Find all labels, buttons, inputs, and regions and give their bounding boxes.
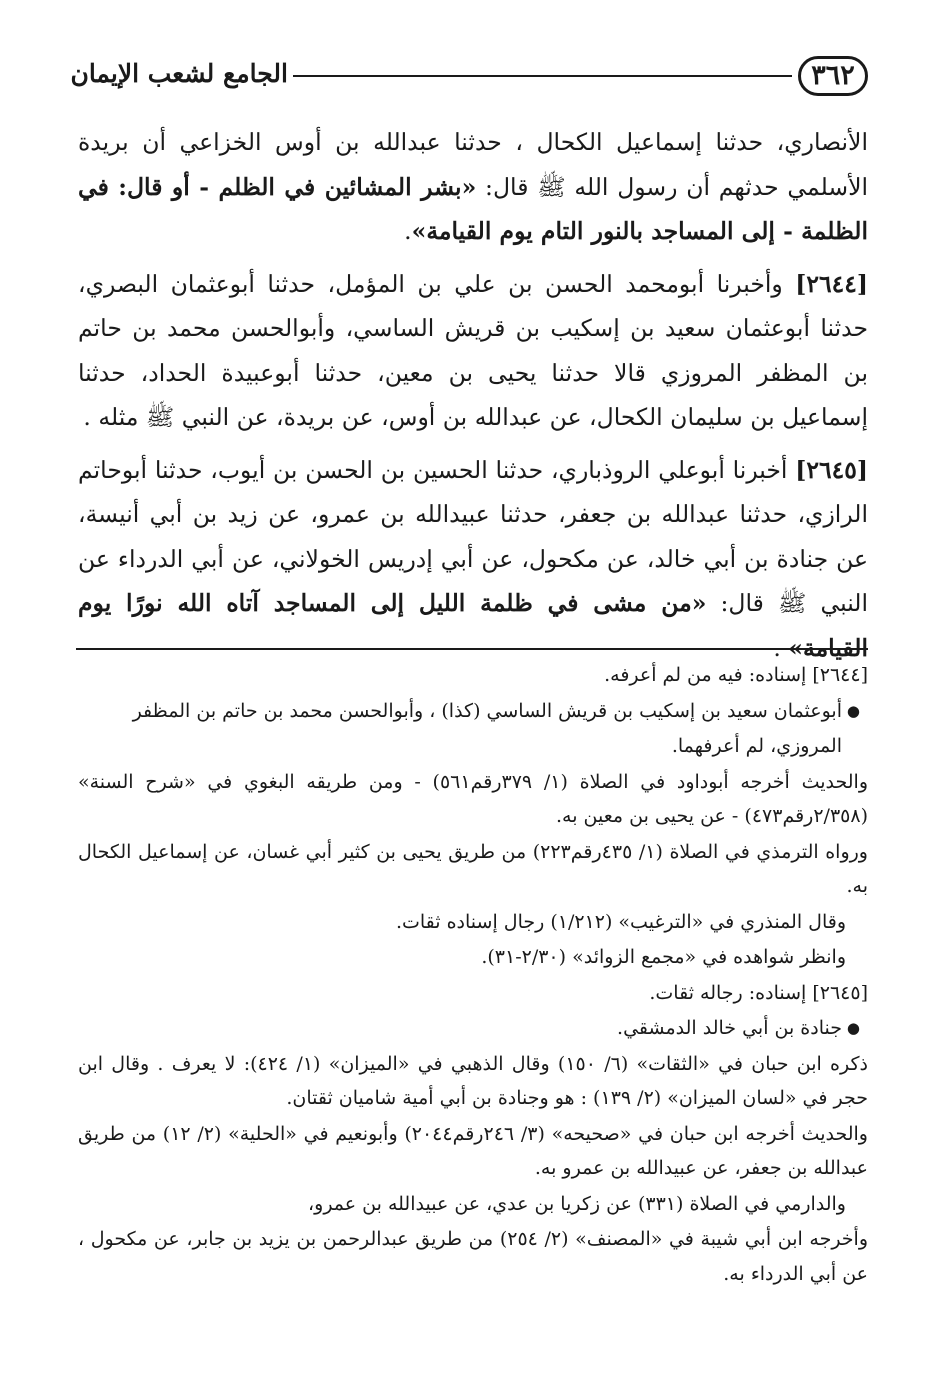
page-number: ٣٦٢ xyxy=(798,56,868,96)
footnote-line: والحديث أخرجه ابن حبان في «صحيحه» (٣/ ٢٤٦رقم٢٠٤٤) وأبونعيم في «الحلية» (٢/ ١٢) من طريق عبدالله بن جعفر، عن عبيدالله بن عمرو به. xyxy=(78,1122,868,1179)
footnote-line: المروزي، لم أعرفهما. xyxy=(671,735,842,757)
footnote-bullet xyxy=(78,694,868,729)
footnote-line: وأخرجه ابن أبي شيبة في «المصنف» (٢/ ٢٥٤) من طريق عبدالرحمن بن يزيد بن جابر، عن مكحول ، عن أبي الدرداء به. xyxy=(78,1228,869,1285)
footnotes xyxy=(78,658,868,1292)
footnote-line: والدارمي في الصلاة (٣٣١) عن زكريا بن عدي، عن عبيدالله بن عمرو، xyxy=(308,1192,846,1215)
footnote-bullet xyxy=(78,1011,868,1046)
running-title: الجامع لشعب الإيمان xyxy=(70,59,288,88)
hadith-quote: «بشر المشائين في الظلم - أو قال: في الظلمة - إلى المساجد بالنور التام يوم القيامة» xyxy=(78,172,868,245)
paragraph-text: . xyxy=(773,633,789,662)
footnote-text: أبوعثمان سعيد بن إسكيب بن قريش الساسي (كذا) ، وأبوالحسن محمد بن حاتم بن المظفر xyxy=(132,699,842,722)
page-header xyxy=(70,52,868,102)
footnote-line: وانظر شواهده في «مجمع الزوائد» (٢/٣٠-٣١). xyxy=(481,946,846,968)
footnote-text: جنادة بن أبي خالد الدمشقي. xyxy=(617,1017,842,1039)
footnote-line: ورواه الترمذي في الصلاة (١/ ٤٣٥رقم٢٢٣) من طريق يحيى بن كثير أبي غسان، عن إسماعيل الكحال به. xyxy=(78,840,868,897)
footnote-line: وقال المنذري في «الترغيب» (١/٢١٢) رجال إسناده ثقات. xyxy=(395,910,846,933)
main-text xyxy=(78,120,868,678)
paragraph-continuation xyxy=(78,120,868,254)
hadith-2645 xyxy=(78,448,868,671)
header-rule xyxy=(293,75,792,77)
footnote-line: ذكره ابن حبان في «الثقات» (٦/ ١٥٠) وقال الذهبي في «الميزان» (١/ ٤٢٤): لا يعرف . وقال ابن حجر في «لسان الميزان» (٢/ ١٣٩) : هو وجنادة بن أبي أمية شاميان ثقتان. xyxy=(78,1052,868,1109)
paragraph-text: وأخبرنا أبومحمد الحسن بن علي بن المؤمل، حدثنا أبوعثمان البصري، حدثنا أبوعثمان سعيد بن إسكيب بن قريش الساسي، وأبوالحسن محمد بن حاتم بن المظفر المروزي قالا حدثنا يحيى بن معين، حدثنا أبوعبيدة الحداد، حدثنا إسماعيل بن سليمان الكحال، عن عبدالله بن أوس، عن بريدة، عن النبي ﷺ مثله . xyxy=(78,269,868,431)
footnote-heading: [٢٦٤٤] إسناده: فيه من لم أعرفه. xyxy=(604,664,868,686)
bullet-icon: ● xyxy=(846,1019,860,1037)
hadith-2644 xyxy=(78,262,868,440)
footnote-divider xyxy=(76,648,868,650)
footnote-heading: [٢٦٤٥] إسناده: رجاله ثقات. xyxy=(649,981,868,1004)
footnote-line: والحديث أخرجه أبوداود في الصلاة (١/ ٣٧٩رقم٥٦١) - ومن طريقه البغوي في «شرح السنة» (٢/٣٥٨رقم٤٧٣) - عن يحيى بن معين به. xyxy=(78,770,868,827)
paragraph-text: أخبرنا أبوعلي الروذباري، حدثنا الحسين بن الحسن بن أيوب، حدثنا أبوحاتم الرازي، حدثنا عبدالله بن جعفر، حدثنا عبيدالله بن عمرو، عن زيد بن أبي أنيسة، عن جنادة بن أبي خالد، عن مكحول، عن أبي إدريس الخولاني، عن أبي الدرداء عن النبي ﷺ قال: xyxy=(78,455,868,617)
hadith-number: [٢٦٤٤] xyxy=(795,269,868,298)
paragraph-text: الأنصاري، حدثنا إسماعيل الكحال ، حدثنا عبدالله بن أوس الخزاعي أن بريدة الأسلمي حدثهم أن رسول الله ﷺ قال: xyxy=(78,128,868,201)
bullet-icon: ● xyxy=(846,701,860,720)
paragraph-text: . xyxy=(404,217,412,245)
hadith-quote: «من مشى في ظلمة الليل إلى المساجد آتاه الله نورًا يوم القيامة» xyxy=(78,589,868,662)
hadith-number: [٢٦٤٥] xyxy=(795,455,868,484)
